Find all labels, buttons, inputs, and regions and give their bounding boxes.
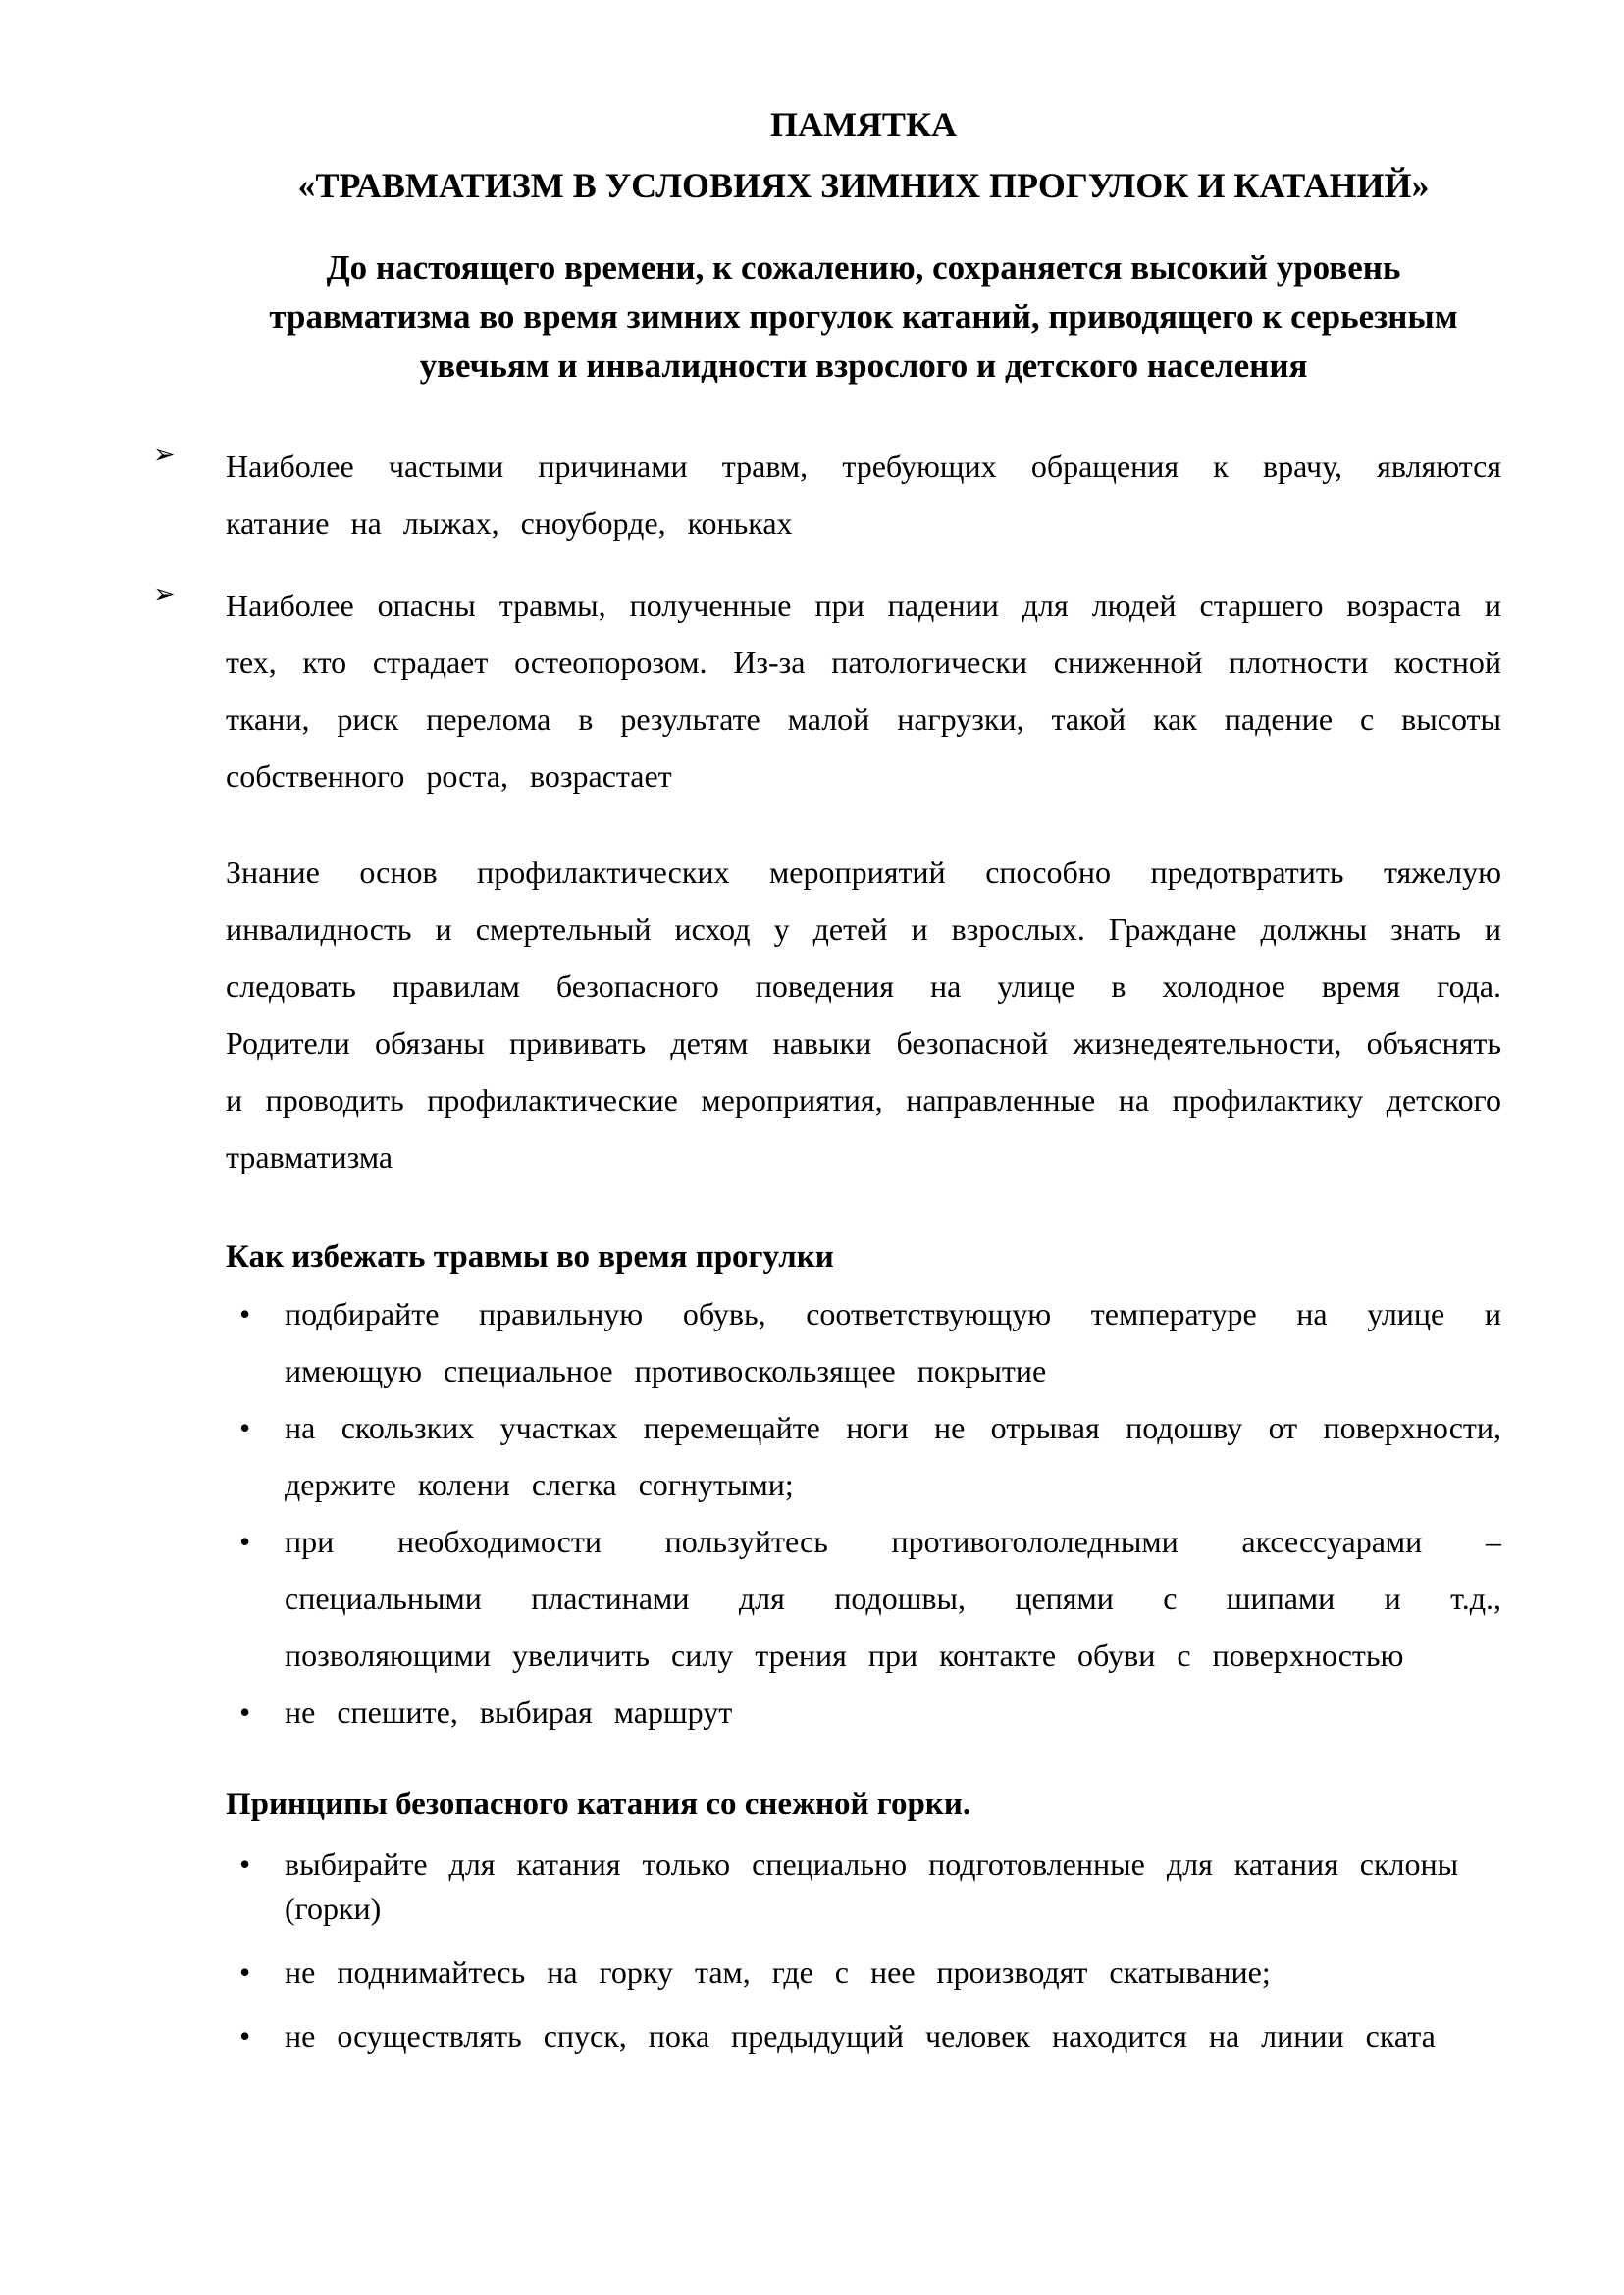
list-item	[226, 1285, 1501, 1399]
dot-bullet-icon: •	[239, 1847, 251, 1882]
list-item	[226, 1399, 1501, 1513]
title-memo-label: ПАМЯТКА	[769, 105, 958, 144]
list-item	[226, 1951, 1501, 1995]
list-item	[226, 1513, 1501, 1684]
arrow-bullet-icon: ➢	[153, 579, 176, 609]
list-item	[226, 1843, 1501, 1931]
list-item	[153, 438, 1501, 551]
list-item-text: на скользких участках перемещайте ноги не отрывая подошву от поверхности, держите колени слегка согнутыми;	[285, 1410, 1501, 1502]
list-item	[226, 1684, 1501, 1741]
dot-bullet-icon: •	[239, 1695, 251, 1730]
list-item-text: Наиболее частыми причинами травм, требующих обращения к врачу, являются катание на лыжах, сноуборде, коньках	[226, 448, 1501, 541]
intro-paragraph: До настоящего времени, к сожалению, сохраняется высокий уровень травматизма во время зимних прогулок катаний, приводящего к серьезным увечьям и инвалидности взрослого и детского населения	[269, 248, 1458, 385]
dot-bullet-icon: •	[239, 2018, 251, 2054]
list-item-text: Наиболее опасны травмы, полученные при падении для людей старшего возраста и тех, кто страдает остеопорозом. Из-за патологически сниженной плотности костной ткани, риск перелома в результате малой нагрузки, такой как падение с высоты собственного роста, возрастает	[226, 588, 1501, 794]
list-item	[226, 2014, 1501, 2059]
section-heading-walk: Как избежать травмы во время прогулки	[226, 1239, 834, 1275]
dot-bullet-icon: •	[239, 1296, 251, 1331]
section-heading-sledding: Принципы безопасного катания со снежной горки.	[226, 1787, 971, 1822]
title-subject: «ТРАВМАТИЗМ В УСЛОВИЯХ ЗИМНИХ ПРОГУЛОК И КАТАНИЙ»	[297, 166, 1430, 205]
list-item	[153, 577, 1501, 805]
arrow-bullet-icon: ➢	[153, 440, 176, 470]
body-paragraph: Знание основ профилактических мероприятий способно предотвратить тяжелую инвалидность и смертельный исход у детей и взрослых. Граждане должны знать и следовать правилам безопасного поведения на улице в холодное время года. Родители обязаны прививать детям навыки безопасной жизнедеятельности, объяснять и проводить профилактические мероприятия, направленные на профилактику детского травматизма	[226, 855, 1501, 1174]
list-item-text: выбирайте для катания только специально подготовленные для катания склоны (горки)	[285, 1847, 1459, 1926]
page-title	[226, 94, 1501, 216]
list-item-text: не спешите, выбирая маршрут	[285, 1695, 733, 1730]
dot-bullet-icon: •	[239, 1955, 251, 1990]
list-item-text: не поднимайтесь на горку там, где с нее производят скатывание;	[285, 1955, 1271, 1990]
dot-bullet-icon: •	[239, 1524, 251, 1559]
list-item-text: подбирайте правильную обувь, соответствующую температуре на улице и имеющую специальное противоскользящее покрытие	[285, 1296, 1501, 1388]
list-item-text: при необходимости пользуйтесь противогололедными аксессуарами – специальными пластинами для подошвы, цепями с шипами и т.д., позволяющими увеличить силу трения при контакте обуви с поверхностью	[285, 1524, 1501, 1673]
dot-bullet-icon: •	[239, 1410, 251, 1445]
list-item-text: не осуществлять спуск, пока предыдущий человек находится на линии ската	[285, 2018, 1436, 2054]
